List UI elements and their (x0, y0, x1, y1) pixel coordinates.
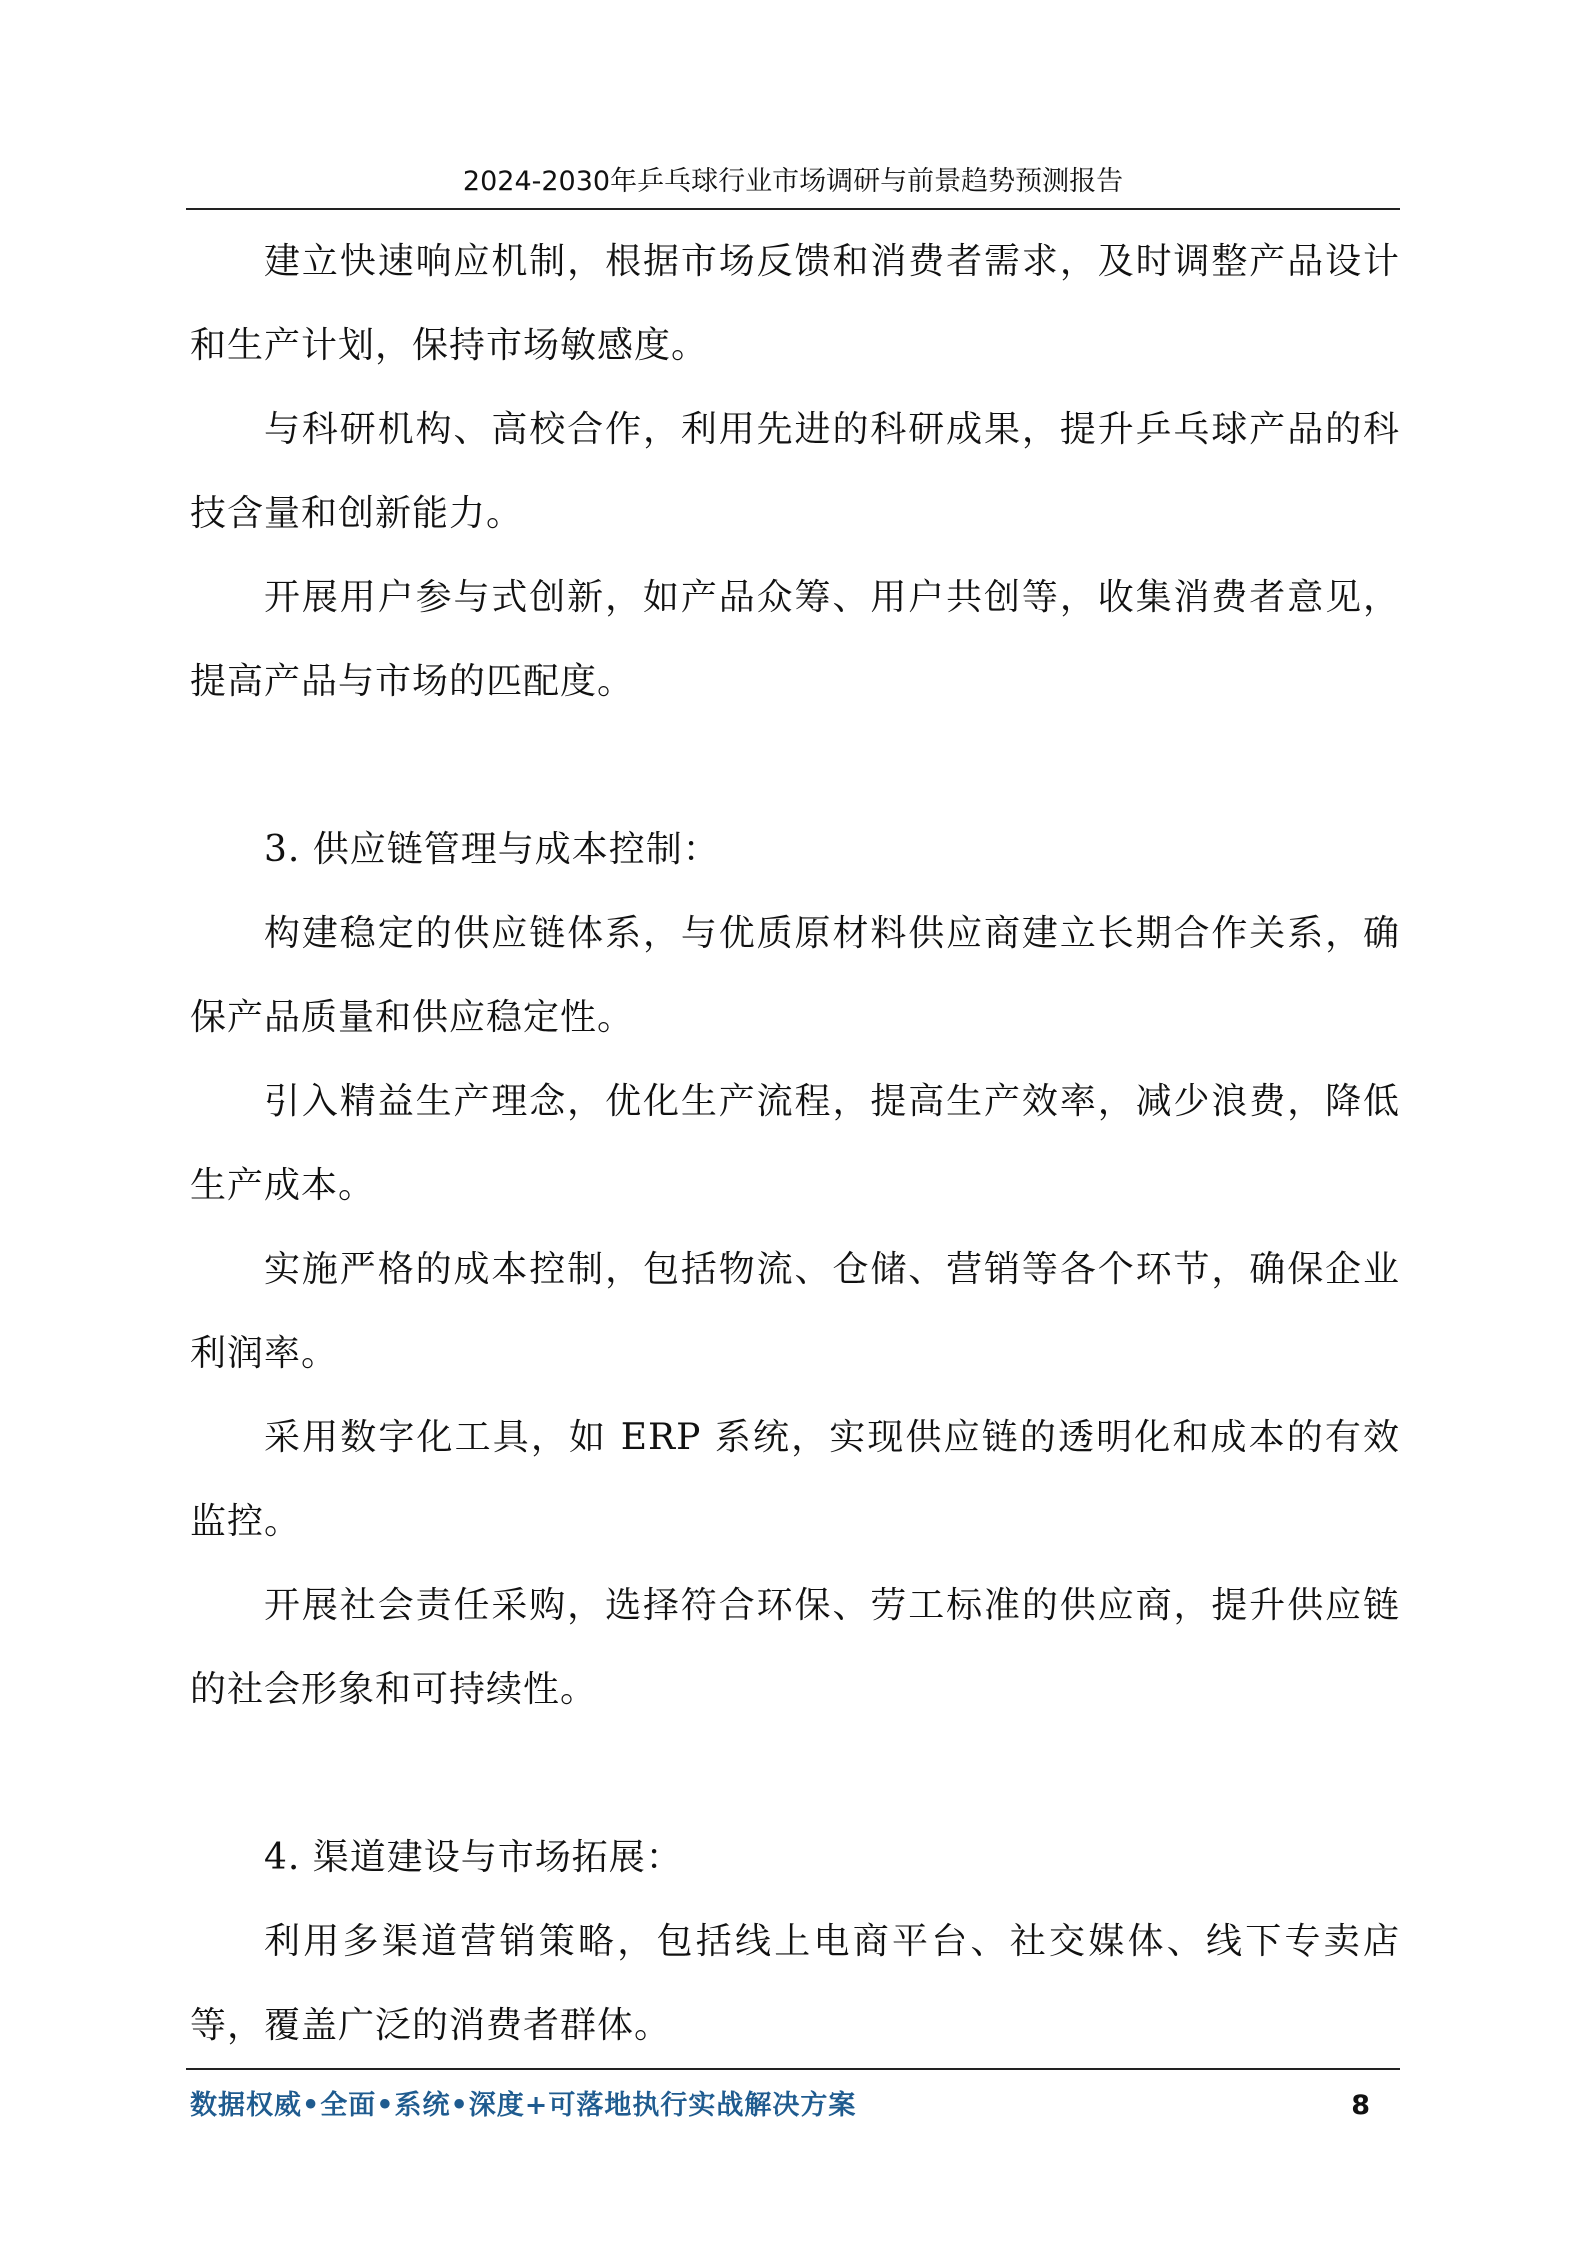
paragraph: 采用数字化工具，如 ERP 系统，实现供应链的透明化和成本的有效监控。 (190, 1417, 1400, 1542)
footer-divider (186, 2068, 1400, 2070)
paragraph: 引入精益生产理念，优化生产流程，提高生产效率，减少浪费，降低生产成本。 (190, 1081, 1400, 1206)
paragraph: 建立快速响应机制，根据市场反馈和消费者需求，及时调整产品设计和生产计划，保持市场敏感度。 (190, 241, 1400, 366)
footer-slogan: 数据权威•全面•系统•深度+可落地执行实战解决方案 (190, 2090, 857, 2121)
paragraph: 实施严格的成本控制，包括物流、仓储、营销等各个环节，确保企业利润率。 (190, 1249, 1400, 1374)
document-body (190, 220, 1400, 2068)
section-heading-4: 4. 渠道建设与市场拓展： (264, 1837, 683, 1878)
paragraph: 构建稳定的供应链体系，与优质原材料供应商建立长期合作关系，确保产品质量和供应稳定性。 (190, 913, 1400, 1038)
page-header-title: 2024-2030年乒乓球行业市场调研与前景趋势预测报告 (462, 166, 1124, 197)
paragraph: 开展社会责任采购，选择符合环保、劳工标准的供应商，提升供应链的社会形象和可持续性。 (190, 1585, 1400, 1710)
header-divider (186, 208, 1400, 210)
paragraph: 利用多渠道营销策略，包括线上电商平台、社交媒体、线下专卖店等，覆盖广泛的消费者群体。 (190, 1921, 1400, 2046)
page-number: 8 (1351, 2090, 1370, 2121)
paragraph: 与科研机构、高校合作，利用先进的科研成果，提升乒乓球产品的科技含量和创新能力。 (190, 409, 1400, 534)
paragraph: 开展用户参与式创新，如产品众筹、用户共创等，收集消费者意见，提高产品与市场的匹配度。 (190, 577, 1400, 702)
section-heading-3: 3. 供应链管理与成本控制： (264, 829, 720, 870)
